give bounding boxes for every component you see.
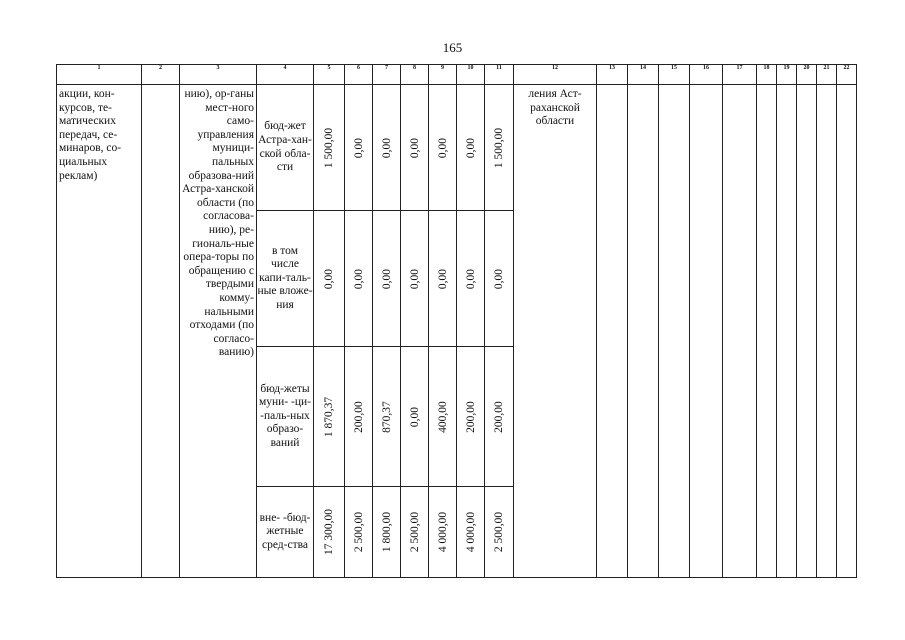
value-cell (345, 211, 373, 347)
value-cell (373, 487, 401, 578)
column-number: 19 (777, 65, 797, 85)
value-text: 0,00 (352, 137, 365, 158)
column-number: 15 (659, 65, 690, 85)
value-cell (429, 487, 457, 578)
value-text: 0,00 (436, 268, 449, 289)
funding-source-cell: в том числе капи-таль-ные вложе-ния (257, 211, 314, 347)
value-text: 400,00 (436, 400, 449, 433)
value-text: 0,00 (408, 137, 421, 158)
empty-cell (777, 85, 797, 578)
column-number: 6 (345, 65, 373, 85)
value-text: 4 000,00 (464, 511, 477, 553)
empty-cell (837, 85, 857, 578)
funding-source-cell: вне- -бюд-жетные сред-ства (257, 487, 314, 578)
value-text: 200,00 (352, 400, 365, 433)
value-cell (485, 347, 514, 487)
column-number-row (57, 65, 857, 85)
value-text: 0,00 (493, 268, 505, 289)
empty-cell (597, 85, 628, 578)
empty-cell (142, 85, 180, 578)
value-text: 0,00 (464, 268, 477, 289)
value-cell (345, 347, 373, 487)
value-cell (401, 347, 429, 487)
page-number: 165 (442, 40, 463, 55)
column-number: 2 (142, 65, 180, 85)
value-text: 200,00 (493, 400, 505, 433)
column-number: 8 (401, 65, 429, 85)
empty-cell (628, 85, 659, 578)
funding-source-cell: бюд-жеты муни- -ци- -паль-ных образо-ваний (257, 347, 314, 487)
column-number: 14 (628, 65, 659, 85)
column-number: 20 (797, 65, 817, 85)
value-cell (314, 347, 345, 487)
value-cell (401, 211, 429, 347)
value-cell (373, 347, 401, 487)
empty-cell (757, 85, 777, 578)
responsible-cell: ления Аст-раханской области (514, 85, 597, 578)
value-cell (457, 211, 485, 347)
value-text: 0,00 (380, 137, 393, 158)
measure-name-cell: акции, кон-курсов, те-матических передач, се-минаров, со-циальных реклам) (57, 85, 142, 578)
value-cell (314, 85, 345, 211)
value-cell (429, 211, 457, 347)
value-text: 17 300,00 (323, 509, 335, 555)
value-cell (457, 487, 485, 578)
column-number: 5 (314, 65, 345, 85)
executor-cell: нию), ор-ганы мест-ного само-управления муници-пальных образова-ний Астра-ханской области (по согласова-нию), ре-гиональ-ные опера-торы по обращению с твердыми комму-нальными отходами (по согласо-ванию) (180, 85, 257, 578)
column-number: 22 (837, 65, 857, 85)
column-number: 3 (180, 65, 257, 85)
value-cell (485, 487, 514, 578)
value-text: 1 870,37 (323, 396, 335, 437)
value-cell (457, 85, 485, 211)
value-text: 1 500,00 (493, 127, 505, 168)
value-cell (429, 347, 457, 487)
column-number: 16 (690, 65, 723, 85)
value-cell (429, 85, 457, 211)
value-text: 0,00 (408, 406, 421, 427)
value-text: 2 500,00 (408, 511, 421, 553)
funding-source-cell: бюд-жет Астра-хан-ской обла-сти (257, 85, 314, 211)
value-text: 4 000,00 (436, 511, 449, 553)
value-text: 0,00 (352, 268, 365, 289)
value-cell (485, 211, 514, 347)
value-text: 0,00 (464, 137, 477, 158)
value-cell (485, 85, 514, 211)
value-text: 870,37 (380, 400, 393, 433)
column-number: 11 (485, 65, 514, 85)
empty-cell (690, 85, 723, 578)
empty-cell (659, 85, 690, 578)
column-number: 13 (597, 65, 628, 85)
value-text: 1 500,00 (323, 127, 335, 168)
column-number: 4 (257, 65, 314, 85)
value-text: 0,00 (408, 268, 421, 289)
empty-cell (797, 85, 817, 578)
value-cell (345, 487, 373, 578)
column-number: 10 (457, 65, 485, 85)
value-cell (345, 85, 373, 211)
column-number: 21 (817, 65, 837, 85)
column-number: 9 (429, 65, 457, 85)
table-row (57, 85, 857, 211)
value-text: 2 500,00 (352, 511, 365, 553)
value-text: 200,00 (464, 400, 477, 433)
value-cell (457, 347, 485, 487)
budget-table (56, 64, 857, 578)
empty-cell (817, 85, 837, 578)
value-cell (373, 85, 401, 211)
value-cell (373, 211, 401, 347)
value-cell (401, 85, 429, 211)
column-number: 17 (723, 65, 757, 85)
column-number: 1 (57, 65, 142, 85)
value-text: 0,00 (380, 268, 393, 289)
value-text: 0,00 (323, 268, 335, 289)
column-number: 7 (373, 65, 401, 85)
value-cell (314, 487, 345, 578)
empty-cell (723, 85, 757, 578)
value-text: 2 500,00 (493, 511, 505, 553)
value-text: 0,00 (436, 137, 449, 158)
column-number: 12 (514, 65, 597, 85)
value-text: 1 800,00 (380, 511, 393, 553)
value-cell (401, 487, 429, 578)
column-number: 18 (757, 65, 777, 85)
value-cell (314, 211, 345, 347)
